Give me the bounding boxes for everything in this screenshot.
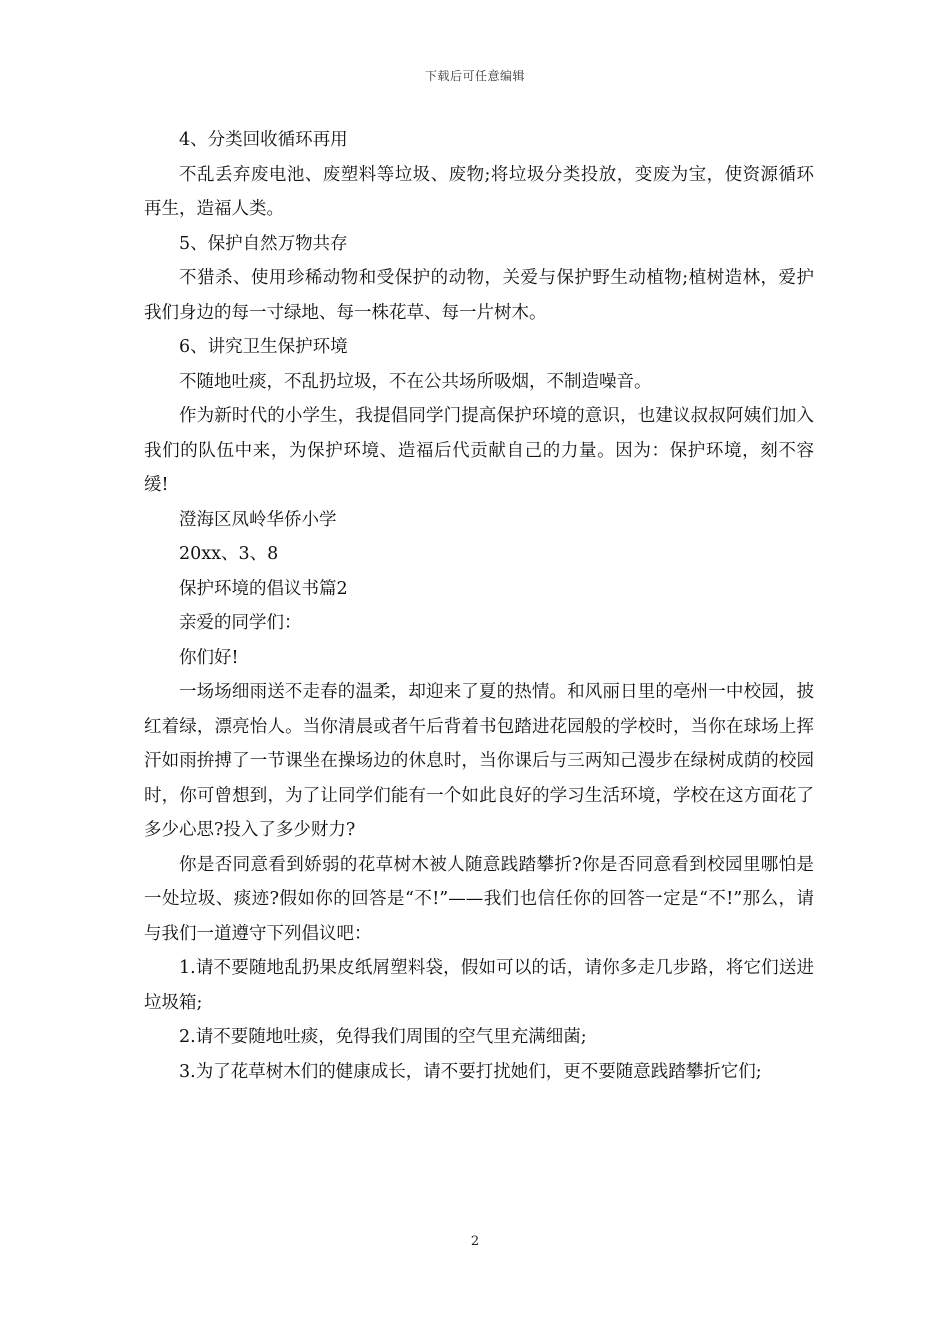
list-item: 1.请不要随地乱扔果皮纸屑塑料袋，假如可以的话，请你多走几步路，将它们送进垃圾箱; [144,958,814,1013]
salutation: 亲爱的同学们： [179,613,302,633]
signature-school: 澄海区凤岭华侨小学 [179,509,337,530]
page-header: 下载后可任意编辑 [424,69,525,83]
paragraph: 作为新时代的小学生，我提倡同学门提高保护环境的意识，也建议叔叔阿姨们加入我们的队伍中来，为保护环境、造福后代贡献自己的力量。因为：保护环境，刻不容缓! [144,406,814,495]
paragraph: 一场场细雨送不走春的温柔，却迎来了夏的热情。和风丽日里的亳州一中校园，披红着绿，漂亮怡人。当你清晨或者午后背着书包踏进花园般的学校时，当你在球场上挥汗如雨拚搏了一节课坐在操场边的休息时，当你课后与三两知己漫步在绿树成荫的校园时，你可曾想到，为了让同学们能有一个如此良好的学习生活环境，学校在这方面花了多少心思?投入了多少财力? [144,682,814,840]
paragraph: 不乱丢弃废电池、废塑料等垃圾、废物;将垃圾分类投放，变废为宝，使资源循环再生，造福人类。 [144,164,814,219]
section-heading: 6、讲究卫生保护环境 [179,337,348,357]
list-item: 2.请不要随地吐痰，免得我们周围的空气里充满细菌; [179,1027,587,1047]
greeting: 你们好! [179,647,239,668]
page-number: 2 [470,1234,480,1249]
paragraph: 不随地吐痰，不乱扔垃圾，不在公共场所吸烟，不制造噪音。 [179,371,652,392]
document-body [144,123,814,1089]
section-heading: 4、分类回收循环再用 [179,130,348,150]
list-item: 3.为了花草树木们的健康成长，请不要打扰她们，更不要随意践踏攀折它们; [179,1061,762,1082]
signature-date: 20xx、3、8 [179,544,279,564]
section-heading: 5、保护自然万物共存 [179,233,348,254]
paragraph: 不猎杀、使用珍稀动物和受保护的动物，关爱与保护野生动植物;植树造林，爱护我们身边的每一寸绿地、每一株花草、每一片树木。 [144,268,814,323]
article-title: 保护环境的倡议书篇2 [179,578,348,599]
paragraph: 你是否同意看到娇弱的花草树木被人随意践踏攀折?你是否同意看到校园里哪怕是一处垃圾、痰迹?假如你的回答是“不!”——我们也信任你的回答一定是“不!”那么，请与我们一道遵守下列倡议吧： [144,854,814,944]
